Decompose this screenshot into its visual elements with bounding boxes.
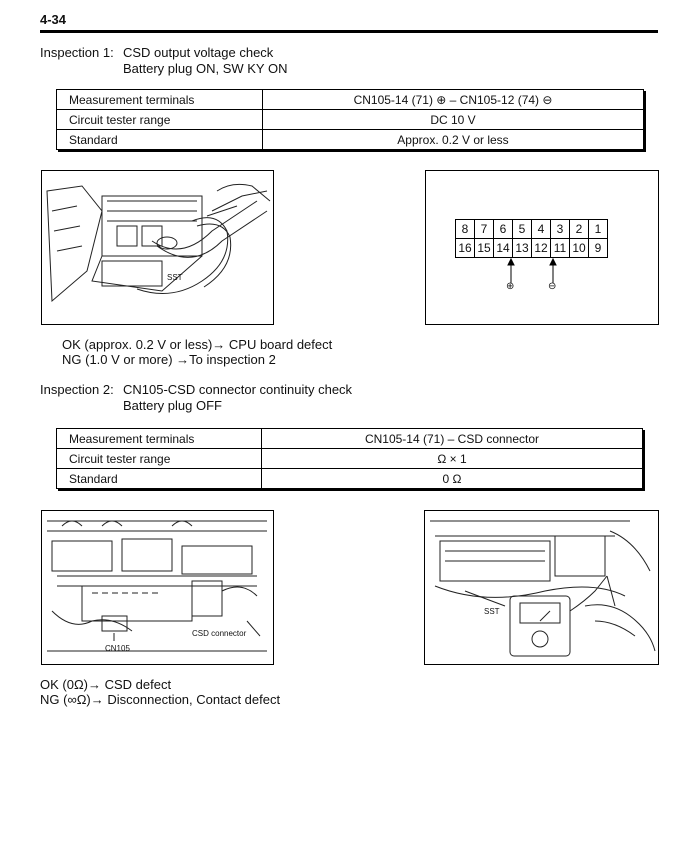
inspection1-table (56, 89, 644, 150)
inspection2-table (56, 428, 643, 489)
row-name: Standard (57, 469, 262, 489)
pin-row-top (456, 220, 608, 239)
pin-cell: 14 (494, 239, 513, 258)
row-value: Approx. 0.2 V or less (263, 130, 644, 150)
row-name: Measurement terminals (57, 429, 262, 449)
header-rule (40, 30, 658, 33)
inspection2-result-ok: OK (0Ω)→ CSD defect (40, 677, 172, 692)
csd-connector-label: CSD connector (192, 629, 247, 638)
pin-cell: 12 (532, 239, 551, 258)
row-name: Circuit tester range (57, 110, 263, 130)
inspection2-condition: Battery plug OFF (123, 398, 222, 413)
inspection2-heading (40, 382, 460, 416)
pin-cell: 7 (475, 220, 494, 239)
sst-label-2: SST (484, 607, 500, 616)
connector-pinout (425, 170, 659, 325)
inspection1-condition: Battery plug ON, SW KY ON (123, 61, 288, 76)
cn105-label: CN105 (105, 644, 130, 653)
row-value: DC 10 V (263, 110, 644, 130)
inspection1-label: Inspection 1: (40, 45, 114, 60)
board-illustration (42, 171, 273, 324)
pin-cell: 10 (570, 239, 589, 258)
sst-label: SST (167, 273, 183, 282)
pin-row-bottom (456, 239, 608, 258)
pin-cell: 9 (589, 239, 608, 258)
inspection1-photo (41, 170, 274, 325)
pin-cell: 6 (494, 220, 513, 239)
row-value: Ω × 1 (262, 449, 643, 469)
row-name: Measurement terminals (57, 90, 263, 110)
pin-cell: 16 (456, 239, 475, 258)
pin-cell: 1 (589, 220, 608, 239)
inspection2-result-ng: NG (∞Ω)→ Disconnection, Contact defect (40, 692, 281, 707)
inspection2-board-photo (41, 510, 274, 665)
row-name: Circuit tester range (57, 449, 262, 469)
table-row (57, 469, 643, 489)
table-row (57, 90, 644, 110)
table-row (57, 429, 643, 449)
inspection2-tester-photo (424, 510, 659, 665)
row-value: CN105-14 (71) ⊕ – CN105-12 (74) ⊖ (263, 90, 644, 110)
page-number: 4-34 (40, 12, 67, 27)
minus-icon: ⊖ (548, 281, 557, 292)
inspection1-result-ok: OK (approx. 0.2 V or less)→ CPU board defect (62, 337, 333, 352)
pin-cell: 5 (513, 220, 532, 239)
table-row (57, 130, 644, 150)
inspection1-title: CSD output voltage check (123, 45, 274, 60)
row-value: CN105-14 (71) – CSD connector (262, 429, 643, 449)
row-value: 0 Ω (262, 469, 643, 489)
pin-cell: 4 (532, 220, 551, 239)
inspection1-result-ng: NG (1.0 V or more) →To inspection 2 (62, 352, 276, 367)
pin-cell: 2 (570, 220, 589, 239)
table-row (57, 110, 644, 130)
inspection1-heading (40, 45, 440, 79)
tester-illustration (425, 511, 658, 664)
pin-cell: 3 (551, 220, 570, 239)
pin-cell: 11 (551, 239, 570, 258)
pin-cell: 13 (513, 239, 532, 258)
inspection2-title: CN105-CSD connector continuity check (123, 382, 353, 397)
pin-grid (455, 219, 608, 258)
row-name: Standard (57, 130, 263, 150)
board-illustration-2 (42, 511, 273, 664)
plus-icon: ⊕ (506, 281, 515, 292)
pin-cell: 8 (456, 220, 475, 239)
inspection2-label: Inspection 2: (40, 382, 114, 397)
table-row (57, 449, 643, 469)
pin-cell: 15 (475, 239, 494, 258)
